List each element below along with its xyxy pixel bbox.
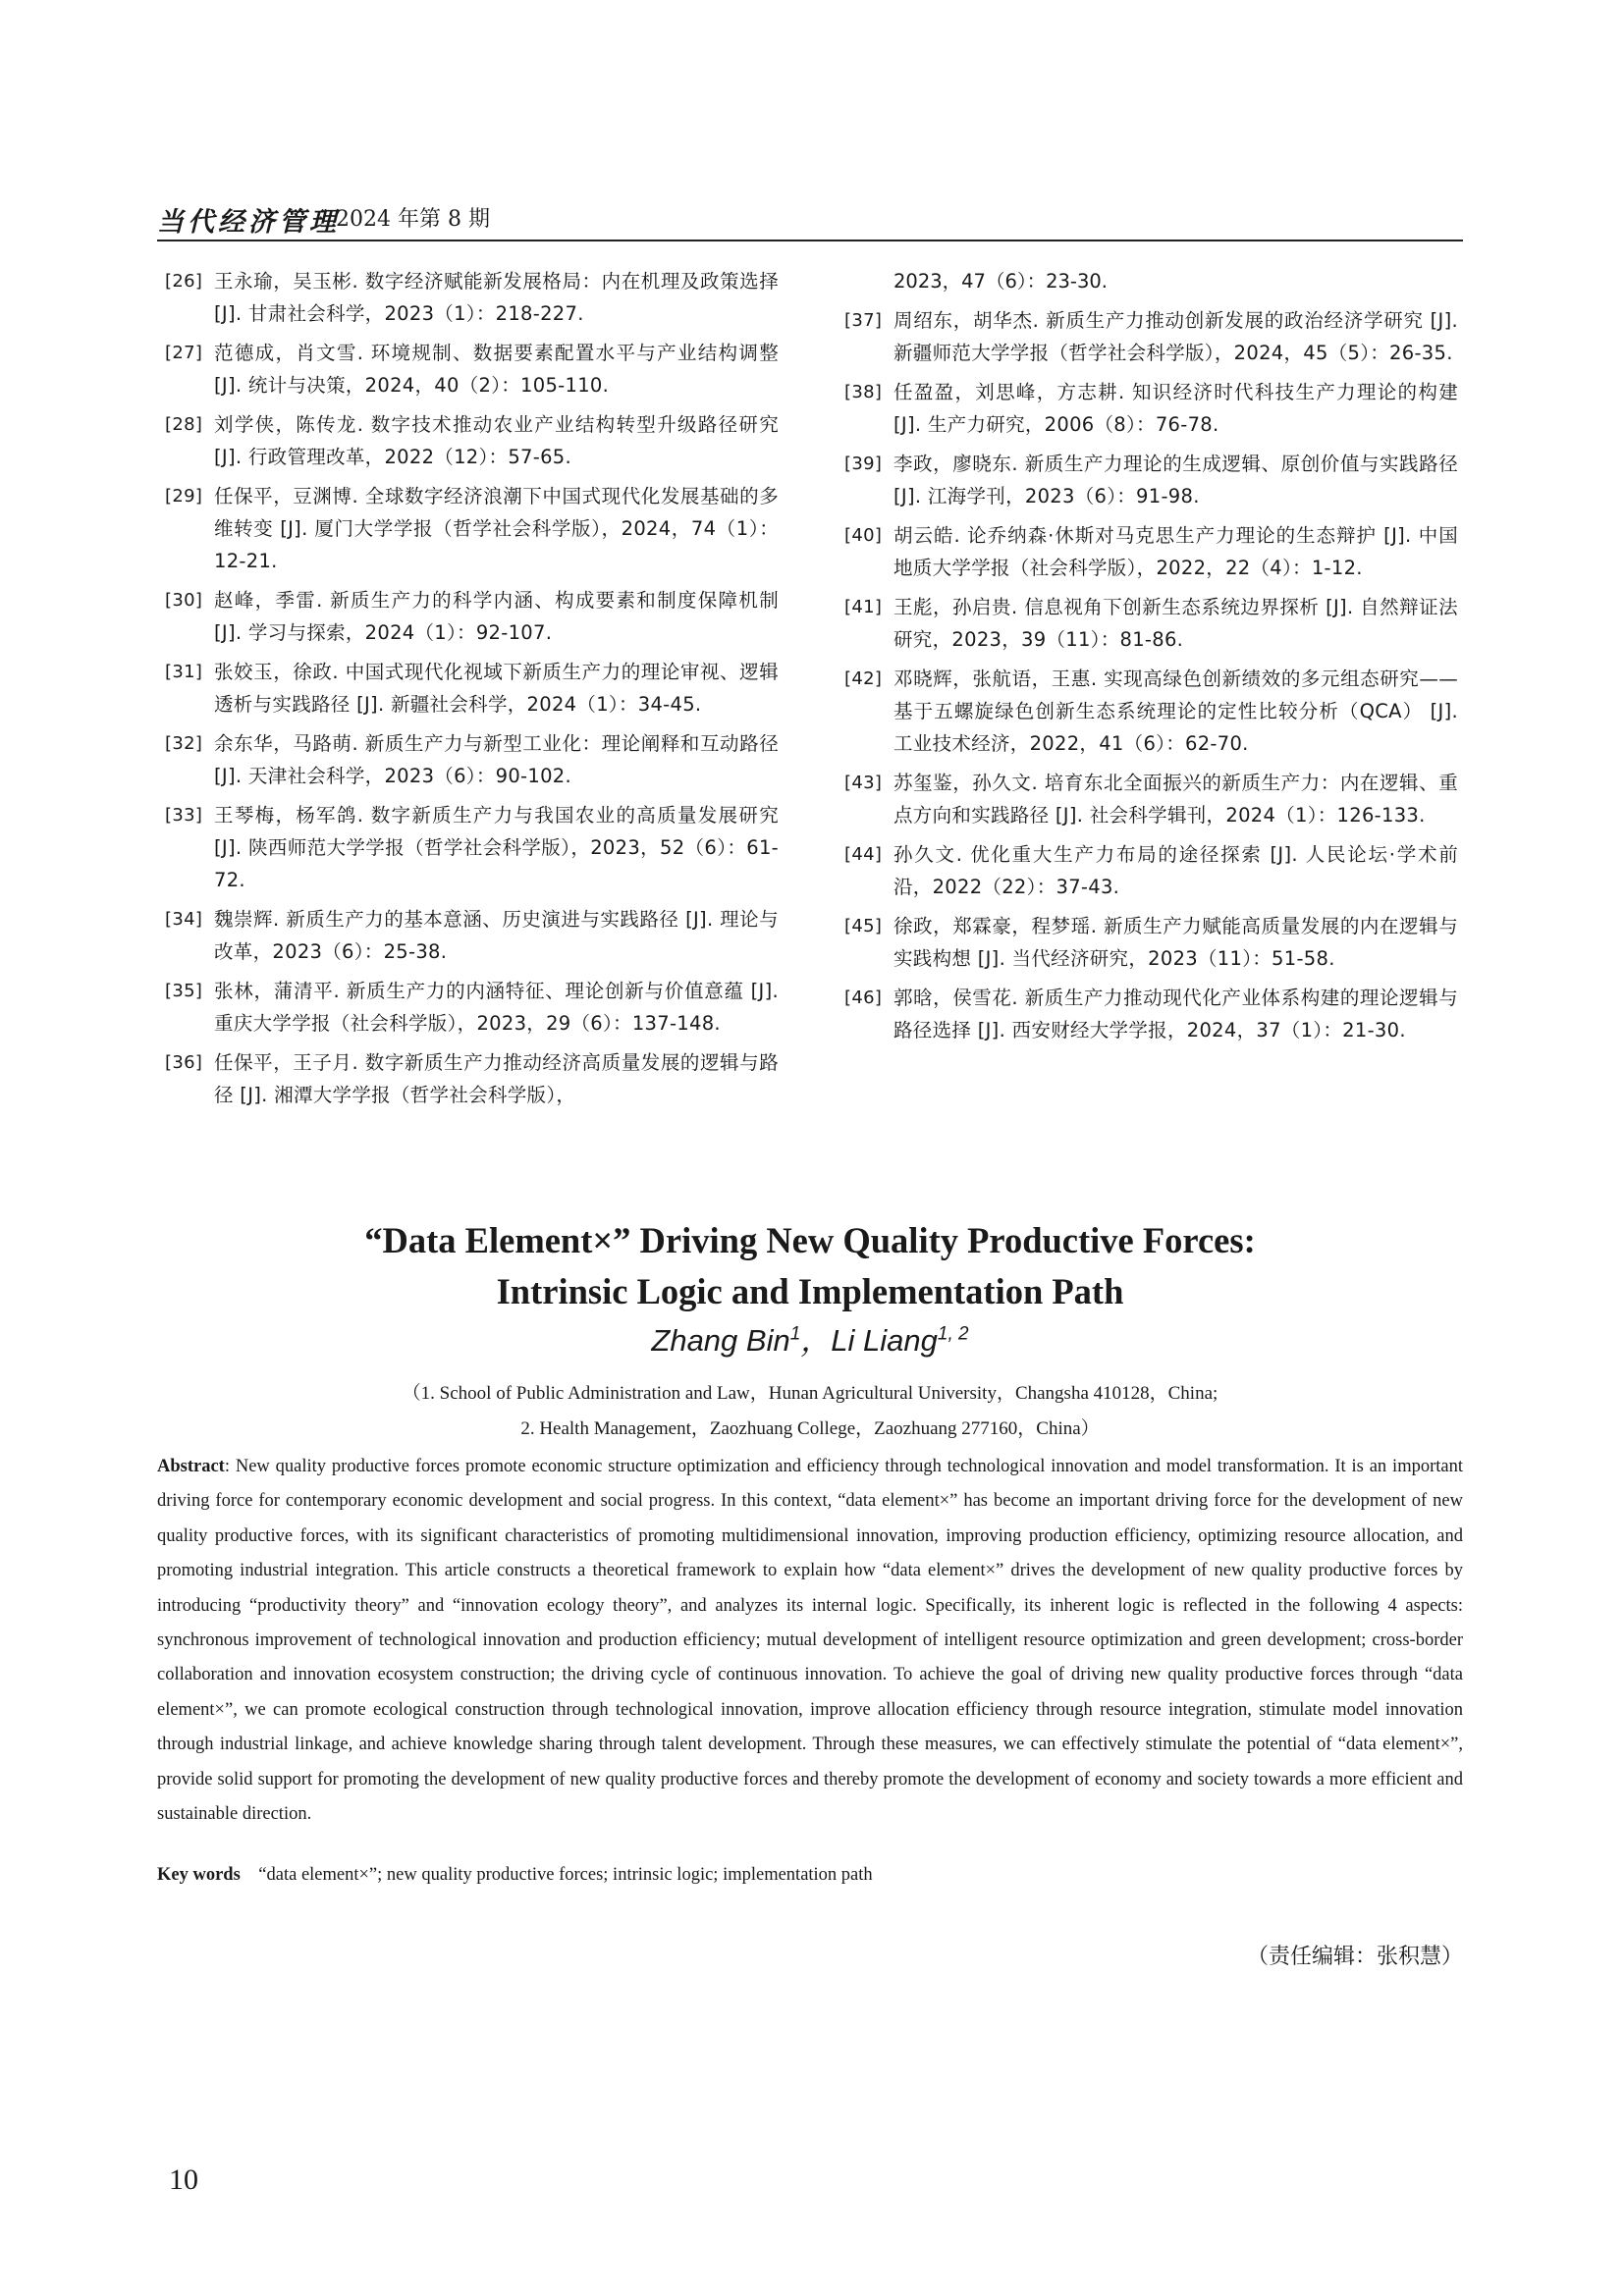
- affiliation-line: （1. School of Public Administration and Law，Hunan Agricultural University，Changsha 410128，China;: [402, 1383, 1218, 1404]
- reference-text: 任盈盈，刘思峰，方志耕. 知识经济时代科技生产力理论的构建 [J]. 生产力研究，2006（8）：76-78.: [893, 381, 1458, 436]
- english-title: [157, 1215, 1463, 1317]
- references-right-column: [844, 265, 1458, 1053]
- reference-text: 魏崇辉. 新质生产力的基本意涵、历史演进与实践路径 [J]. 理论与改革，2023（6）：25-38.: [214, 908, 779, 963]
- reference-item: [165, 408, 779, 473]
- abstract-label: Abstract: [157, 1457, 225, 1476]
- reference-text: 范德成，肖文雪. 环境规制、数据要素配置水平与产业结构调整 [J]. 统计与决策，2024，40（2）：105-110.: [214, 342, 779, 397]
- reference-number: [43]: [844, 773, 883, 793]
- reference-text: 赵峰，季雷. 新质生产力的科学内涵、构成要素和制度保障机制 [J]. 学习与探索，2024（1）：92-107.: [214, 589, 779, 644]
- reference-number: [38]: [844, 382, 883, 402]
- reference-item: [165, 480, 779, 577]
- reference-item: [844, 838, 1458, 903]
- english-keywords: [157, 1865, 1463, 1886]
- reference-item: [165, 727, 779, 792]
- reference-number: [40]: [844, 525, 883, 546]
- reference-text: 张姣玉，徐政. 中国式现代化视域下新质生产力的理论审视、逻辑透析与实践路径 [J]. 新疆社会科学，2024（1）：34-45.: [214, 661, 779, 716]
- author-affiliation-mark: 1: [789, 1323, 801, 1345]
- affiliation-line: 2. Health Management，Zaozhuang College，Zaozhuang 277160，China）: [520, 1418, 1100, 1439]
- reference-item: [844, 910, 1458, 975]
- reference-number: [27]: [165, 343, 203, 363]
- references-left-column: [165, 265, 779, 1118]
- reference-item: [165, 799, 779, 896]
- reference-item: [165, 265, 779, 330]
- english-title-line-1: “Data Element×” Driving New Quality Productive Forces:: [364, 1220, 1256, 1260]
- reference-item: [165, 975, 779, 1040]
- reference-item: [165, 656, 779, 721]
- reference-number: [42]: [844, 668, 883, 689]
- reference-item: [844, 767, 1458, 831]
- journal-name: 当代经济管理: [157, 207, 340, 238]
- page-header: [157, 196, 1463, 241]
- reference-text: 郭晗，侯雪花. 新质生产力推动现代化产业体系构建的理论逻辑与路径选择 [J]. 西安财经大学学报，2024，37（1）：21-30.: [893, 987, 1458, 1041]
- reference-number: [30]: [165, 590, 203, 611]
- author-separator: ，: [800, 1323, 832, 1358]
- english-authors: [157, 1315, 1463, 1360]
- keywords-label: Key words: [157, 1865, 241, 1885]
- reference-text: 孙久文. 优化重大生产力布局的途径探索 [J]. 人民论坛·学术前沿，2022（22）：37-43.: [893, 843, 1458, 898]
- reference-item: [165, 337, 779, 401]
- reference-item: [844, 376, 1458, 441]
- english-abstract: [157, 1450, 1463, 1832]
- reference-text: 王永瑜，吴玉彬. 数字经济赋能新发展格局：内在机理及政策选择 [J]. 甘肃社会科学，2023（1）：218-227.: [214, 270, 779, 325]
- reference-text: 李政，廖晓东. 新质生产力理论的生成逻辑、原创价值与实践路径 [J]. 江海学刊，2023（6）：91-98.: [893, 453, 1458, 507]
- reference-text: 邓晓辉，张航语，王惠. 实现高绿色创新绩效的多元组态研究——基于五螺旋绿色创新生态系统理论的定性比较分析（QCA） [J]. 工业技术经济，2022，41（6）：62-70.: [893, 667, 1458, 755]
- reference-item: [844, 982, 1458, 1046]
- reference-text: 王彪，孙启贵. 信息视角下创新生态系统边界探析 [J]. 自然辩证法研究，2023，39（11）：81-86.: [893, 596, 1458, 651]
- keywords-text: “data element×”; new quality productive forces; intrinsic logic; implementation path: [258, 1865, 873, 1885]
- issue-label: 2024 年第 8 期: [336, 207, 490, 232]
- reference-number: [39]: [844, 454, 883, 474]
- author-name: Zhang Bin: [651, 1323, 790, 1358]
- reference-number: [45]: [844, 916, 883, 936]
- reference-number: [44]: [844, 844, 883, 865]
- reference-number: [41]: [844, 597, 883, 617]
- reference-item: [844, 591, 1458, 656]
- reference-text: 刘学侠，陈传龙. 数字技术推动农业产业结构转型升级路径研究 [J]. 行政管理改革，2022（12）：57-65.: [214, 413, 779, 468]
- abstract-text: : New quality productive forces promote economic structure optimization and efficiency through technological innovation and model transformation. It is an important driving force for contemporary economic development and social progress. In this context, “data element×” has become an important driving force for the development of new quality productive forces, with its significant characteristics of promoting multidimensional innovation, improving production efficiency, optimizing resource allocation, and promoting industrial integration. This article constructs a theoretical framework to explain how “data element×” drives the development of new quality productive forces by introducing “productivity theory” and “innovation ecology theory”, and analyzes its internal logic. Specifically, its inherent logic is reflected in the following 4 aspects: synchronous improvement of technological innovation and production efficiency; mutual development of intelligent resource optimization and green development; cross-border collaboration and innovation ecosystem construction; the driving cycle of continuous innovation. To achieve the goal of driving new quality productive forces through “data element×”, we can promote ecological construction through technological innovation, improve allocation efficiency through resource integration, stimulate model innovation through industrial linkage, and achieve knowledge sharing through talent development. Through these measures, we can effectively stimulate the potential of “data element×”, provide solid support for promoting the development of new quality productive forces and thereby promote the development of economy and society towards a more efficient and sustainable direction.: [157, 1457, 1463, 1825]
- reference-number: [37]: [844, 310, 883, 331]
- reference-item: [844, 663, 1458, 760]
- reference-item: [165, 584, 779, 649]
- reference-text: 王琴梅，杨军鸽. 数字新质生产力与我国农业的高质量发展研究 [J]. 陕西师范大学学报（哲学社会科学版），2023，52（6）：61-72.: [214, 804, 779, 891]
- reference-number: [32]: [165, 733, 203, 754]
- responsible-editor: （责任编辑：张积慧）: [1246, 1945, 1463, 1969]
- reference-item: [844, 448, 1458, 512]
- reference-text: 余东华，马路萌. 新质生产力与新型工业化：理论阐释和互动路径 [J]. 天津社会科学，2023（6）：90-102.: [214, 732, 779, 787]
- reference-text: 任保平，王子月. 数字新质生产力推动经济高质量发展的逻辑与路径 [J]. 湘潭大学学报（哲学社会科学版），: [214, 1051, 779, 1106]
- reference-number: [34]: [165, 909, 203, 930]
- reference-continuation: 2023，47（6）：23-30.: [893, 270, 1108, 293]
- reference-item: [165, 1046, 779, 1111]
- reference-number: [33]: [165, 805, 203, 826]
- author-affiliation-mark: 1, 2: [937, 1323, 969, 1345]
- reference-text: 任保平，豆渊博. 全球数字经济浪潮下中国式现代化发展基础的多维转变 [J]. 厦门大学学报（哲学社会科学版），2024，74（1）：12-21.: [214, 485, 779, 572]
- reference-item: [844, 519, 1458, 584]
- author-name: Li Liang: [831, 1323, 938, 1358]
- reference-text: 胡云皓. 论乔纳森·休斯对马克思生产力理论的生态辩护 [J]. 中国地质大学学报（社会科学版），2022，22（4）：1-12.: [893, 524, 1458, 579]
- reference-number: [46]: [844, 988, 883, 1008]
- english-title-line-2: Intrinsic Logic and Implementation Path: [496, 1271, 1124, 1311]
- reference-number: [36]: [165, 1052, 203, 1073]
- reference-text: 苏玺鉴，孙久文. 培育东北全面振兴的新质生产力：内在逻辑、重点方向和实践路径 [J]. 社会科学辑刊，2024（1）：126-133.: [893, 772, 1458, 827]
- reference-number: [31]: [165, 662, 203, 682]
- reference-number: [35]: [165, 981, 203, 1001]
- reference-number: [26]: [165, 271, 203, 292]
- reference-text: 周绍东，胡华杰. 新质生产力推动创新发展的政治经济学研究 [J]. 新疆师范大学学报（哲学社会科学版），2024，45（5）：26-35.: [893, 309, 1458, 364]
- reference-number: [29]: [165, 486, 203, 507]
- reference-number: [28]: [165, 414, 203, 435]
- page-number: 10: [169, 2163, 198, 2196]
- reference-text: 张林，蒲清平. 新质生产力的内涵特征、理论创新与价值意蕴 [J]. 重庆大学学报（社会科学版），2023，29（6）：137-148.: [214, 980, 779, 1035]
- reference-text: 徐政，郑霖豪，程梦瑶. 新质生产力赋能高质量发展的内在逻辑与实践构想 [J]. 当代经济研究，2023（11）：51-58.: [893, 915, 1458, 970]
- reference-item: [165, 903, 779, 968]
- reference-item: [844, 304, 1458, 369]
